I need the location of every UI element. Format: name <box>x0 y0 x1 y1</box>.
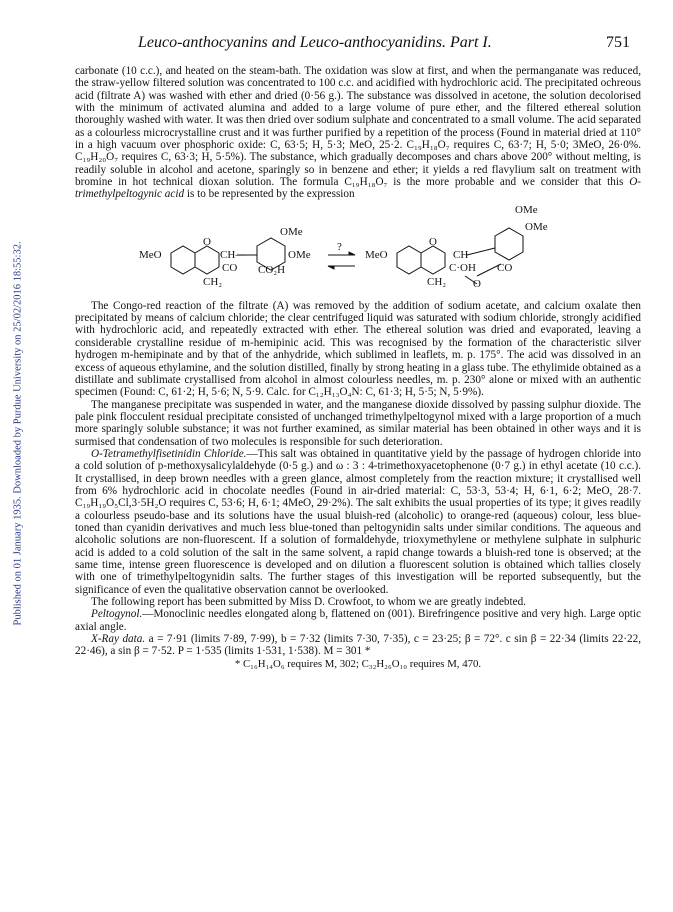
running-header <box>86 34 630 54</box>
right-bridge-oxygen: O <box>473 277 481 290</box>
paragraph-text: —Monoclinic needles elongated along b, flattened on (001). Birefringence positive and very high. Large optic axial angle. <box>75 608 641 633</box>
right-ome-right: OMe <box>525 220 548 233</box>
paragraph-text: a = 7·91 (limits 7·89, 7·99), b = 7·32 (limits 7·30, 7·35), c = 23·25; β = 72°. c sin β = 22·34 (limits 22·22, 22·46), a sin β = 7·52. P = 1·535 (limits 1·531, 1·538). M = 301 * <box>75 633 642 658</box>
right-ch-label: CH <box>453 248 469 261</box>
paragraph-manganese: The manganese precipitate was suspended in water, and the manganese dioxide dissolved by passing sulphur dioxide. The pale pink flocculent residual precipitate consisted of unchanged trimethylpeltogynol mixed with a large proportion of a much more sparingly soluble substance; it was not further examined, as similar material has been obtained in other ways and it is surmised that condensation of two molecules is responsible for such deterioration. <box>75 398 641 448</box>
section-heading-xray: X-Ray data. <box>91 633 146 646</box>
right-coh-label: C·OH <box>449 261 476 274</box>
left-co2h-label: CO₂H <box>258 263 286 276</box>
paragraph-peltogynol <box>75 608 641 633</box>
left-ch-label: CH— <box>220 248 247 261</box>
paragraph-xray <box>75 633 641 658</box>
left-ome-top: OMe <box>280 225 303 238</box>
left-co-label: CO <box>222 261 238 274</box>
right-meo-label: MeO <box>365 248 388 261</box>
paragraph-congo-red: The Congo-red reaction of the filtrate (A) was removed by the addition of sodium acetate, and calcium oxalate then precipitated by means of calcium chloride; the clear centrifuged liquid was saturated with sodium chloride, strongly acidified with hydrochloric acid, and repeatedly extracted with ether. The ethereal solution was dried and evaporated, leaving a considerable crystalline residue of m-hemipinic acid. This was recognised by the formation of the characteristic silver hydrogen m-hemipinate and by that of the anhydride, which sublimed in leaflets, m. p. 175°. The acid was dissolved in an excess of aqueous ethylamine, and the solution distilled, finally by strong heating in a glass tube. The ethylimide obtained as a distillate and sublimate crystallised from alcohol in almost colourless needles, m. p. 230° alone or mixed with an authentic specimen (Found: C, 61·2; H, 5·6; N, 5·9. Calc. for C₁₂H₁₃O₄N: C, 61·3; H, 5·5; N, 5·9%). <box>75 299 641 399</box>
left-ch2-label: CH₂ <box>203 275 223 288</box>
paragraph-text: carbonate (10 c.c.), and heated on the steam-bath. The oxidation was slow at first, and when the permanganate was reduced, the straw-yellow filtered solution was concentrated to 100 c.c. and acidified with hydrochloric acid. The precipitated ochreous acid (filtrate A) was washed with ether and dried (0·56 g.). The substance was dissolved in acetone, the solution decolorised with the minimum of activated alumina and added to a large volume of pure ether, and the filtered ethereal solution thoroughly washed with water. It was then dried over sodium sulphate and concentrated to a small volume. The acid separated as a colourless microcrystalline crust and it was further purified by a repetition of the process (Found in material dried at 110° in a high vacuum over phosphoric oxide: C, 63·5; H, 5·3; MeO, 25·2. C₁₉H₁₈O₇ requires C, 63·7; H, 5·0; 3MeO, 26·0%. C₁₉H₂₀O₇ requires C, 63·3; H, 5·5%). The substance, which gradually decomposes and chars above 200° without melting, is readily soluble in alcohol and acetone, sparingly so in benzene and ether; it yields a red flavylium salt on treatment with bromine in hot technical dioxan solution. The formula C₁₉H₁₈O₇ is the more probable and we consider that this <box>75 65 641 189</box>
structural-formula-diagram <box>75 204 641 299</box>
right-ring-oxygen: O <box>429 235 437 248</box>
left-ring-oxygen: O <box>203 235 211 248</box>
article-body <box>75 65 641 670</box>
section-heading-peltogynol: Peltogynol. <box>91 608 143 621</box>
paragraph-oxidation <box>75 65 641 201</box>
right-ch2-label: CH₂ <box>427 275 447 288</box>
arrow-question: ? <box>337 240 342 253</box>
paragraph-text: —This salt was obtained in quantitative yield by the passage of hydrogen chloride into a cold solution of p-methoxysalicylaldehyde (0·5 g.) and ω : 3 : 4-trimethoxyacetophenone (0·7 g.) in ethyl acetate (10 c.c.). It crystallised, in deep brown needles with a green glance, almost completely from the reaction mixture; it crystallised well from 6% hydrochloric acid in chocolate needles (Found in air-dried material: C, 53·3, 53·4; H, 6·1, 6·2; MeO, 28·7. C₁₉H₁₉O₅Cl,3·5H₂O requires C, 53·6; H, 6·1; 4MeO, 29·2%). The salt exhibits the usual properties of its type; it gives readily a colourless pseudo-base and its solutions have the usual bluish-red (alcoholic) to orange-red (aqueous) colour, less blue-toned than cyanidin derivatives and much less blue-toned than peltogynidin salts under similar conditions. The aqueous and alcoholic solutions are non-fluorescent. If a solution of formaldehyde, trioxymethylene or methylene sulphate in sulphuric acid is added to a cold solution of the salt in the same solvent, a rapid change towards a bluish-red tone is observed; at the same time, intense green fluorescence is developed and on dilution a fluorescent solution is obtained which tallies closely with one of trimethylpeltogynidin salts. The further stages of this investigation will be reported subsequently, but the significance of even the qualitative observation cannot be overlooked. <box>75 447 641 596</box>
left-meo-label: MeO <box>139 248 162 261</box>
footnote: * C₁₆H₁₄O₆ requires M, 302; C₃₂H₂₆O₁₀ requires M, 470. <box>234 657 482 670</box>
paragraph-text-end: is to be represented by the expression <box>184 188 355 201</box>
running-title: Leuco-anthocyanins and Leuco-anthocyanidins. Part I. <box>138 34 492 51</box>
download-watermark: Published on 01 January 1935. Downloaded by Purdue University on 25/02/2016 18:55:32. <box>12 241 24 626</box>
left-ome-right: OMe <box>288 248 311 261</box>
paragraph-fisetinidin <box>75 448 641 596</box>
section-heading-fisetinidin: O-Tetramethylfisetinidin Chloride. <box>91 447 247 460</box>
paragraph-report: The following report has been submitted by Miss D. Crowfoot, to whom we are greatly indebted. <box>91 596 526 609</box>
italic-prefix: O- <box>629 176 642 189</box>
page-number: 751 <box>606 34 630 51</box>
right-co-label: CO <box>497 261 513 274</box>
right-ome-top: OMe <box>515 203 538 216</box>
compound-name: trimethylpeltogynic acid <box>75 188 185 201</box>
